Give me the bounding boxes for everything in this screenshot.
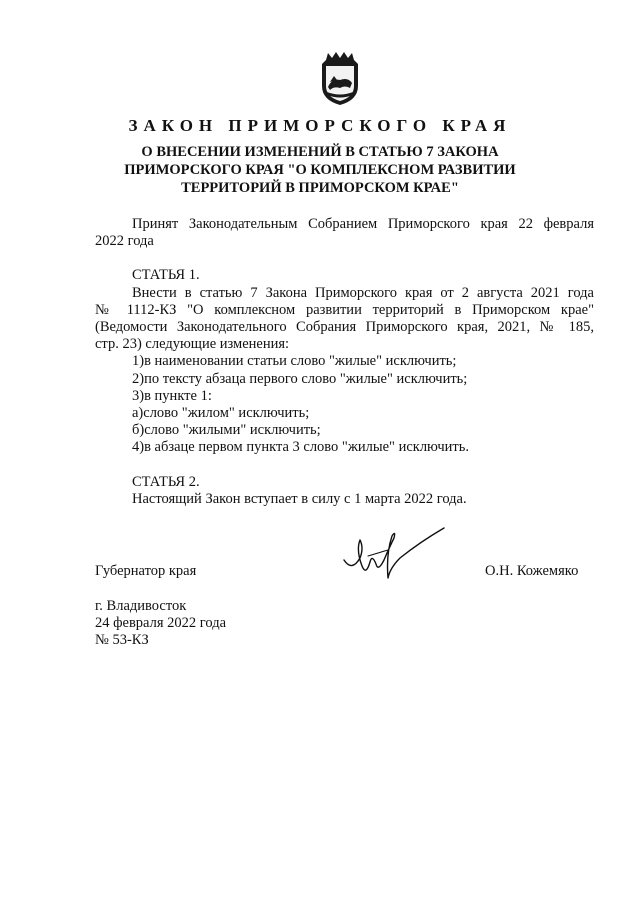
article-1-item: б)слово "жилыми" исключить;	[132, 422, 321, 438]
subtitle-line-3: ТЕРРИТОРИЙ В ПРИМОРСКОМ КРАЕ"	[181, 180, 459, 196]
article-1-item: 4)в абзаце первом пункта 3 слово "жилые" исключить.	[132, 439, 469, 455]
subtitle-line-1: О ВНЕСЕНИИ ИЗМЕНЕНИЙ В СТАТЬЮ 7 ЗАКОНА	[141, 144, 499, 160]
adopted-line-1: Принят Законодательным Собранием Приморского края 22 февраля	[132, 216, 594, 232]
article-1-item: а)слово "жилом" исключить;	[132, 405, 310, 421]
adopted-line-2: 2022 года	[95, 233, 154, 249]
coat-of-arms-emblem	[318, 50, 362, 106]
article-1-heading: СТАТЬЯ 1.	[132, 267, 200, 283]
article-1-item: 1)в наименовании статьи слово "жилые" исключить;	[132, 353, 457, 369]
signatory-position: Губернатор края	[95, 563, 197, 579]
footer-place: г. Владивосток	[95, 598, 187, 614]
footer-number: № 53-КЗ	[95, 632, 149, 648]
law-title: ЗАКОН ПРИМОРСКОГО КРАЯ	[128, 116, 512, 135]
article-1-intro-line-2: № 1112-КЗ "О комплексном развитии территорий в Приморском крае"	[95, 302, 594, 318]
article-2-text: Настоящий Закон вступает в силу с 1 марта 2022 года.	[132, 491, 467, 507]
article-2-heading: СТАТЬЯ 2.	[132, 474, 200, 490]
article-1-intro-line-3: (Ведомости Законодательного Собрания Приморского края, 2021, № 185,	[95, 319, 594, 335]
article-1-item: 3)в пункте 1:	[132, 388, 212, 404]
footer-date: 24 февраля 2022 года	[95, 615, 227, 631]
article-1-intro-line-4: стр. 23) следующие изменения:	[95, 336, 290, 352]
signatory-name: О.Н. Кожемяко	[485, 563, 579, 579]
subtitle-line-2: ПРИМОРСКОГО КРАЯ "О КОМПЛЕКСНОМ РАЗВИТИИ	[124, 162, 516, 178]
article-1-item: 2)по тексту абзаца первого слово "жилые" исключить;	[132, 371, 468, 387]
article-1-intro-line-1: Внести в статью 7 Закона Приморского края от 2 августа 2021 года	[132, 285, 594, 301]
handwritten-signature	[338, 520, 448, 586]
